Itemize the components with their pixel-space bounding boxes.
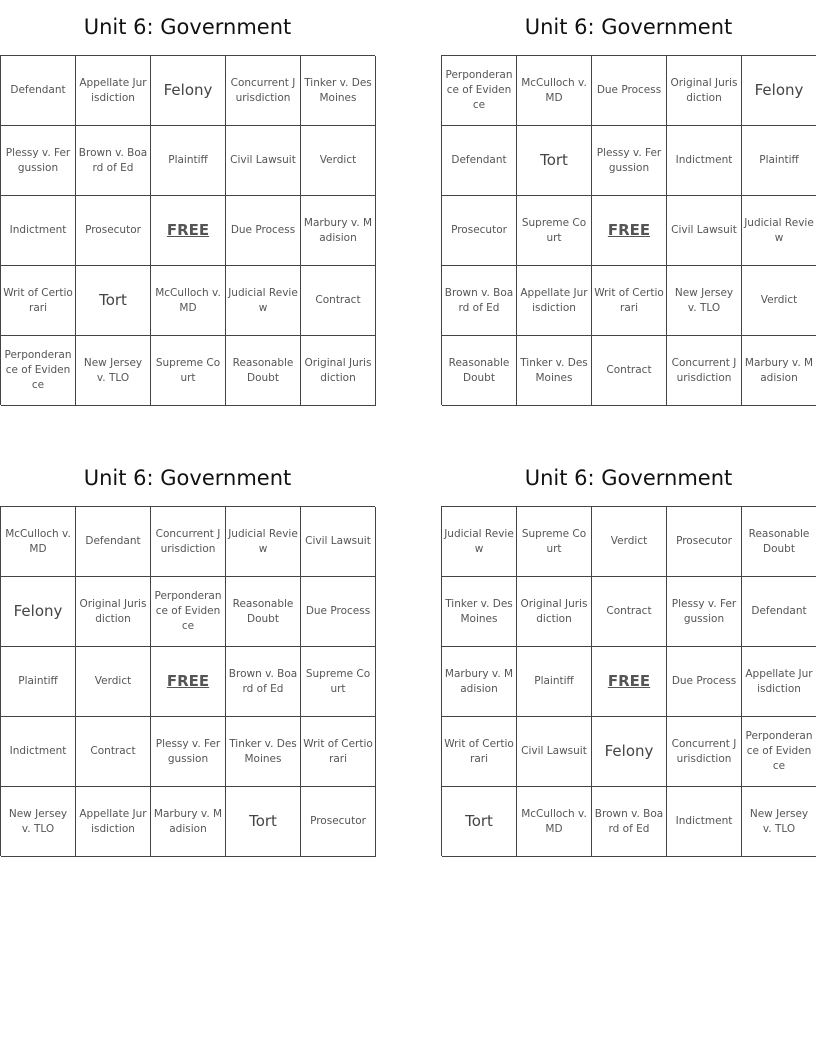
bingo-cell: Supreme Court xyxy=(517,196,592,266)
bingo-cell: Appellate Jurisdiction xyxy=(76,56,151,126)
bingo-cell: Due Process xyxy=(592,56,667,126)
bingo-cell: Contract xyxy=(301,266,376,336)
bingo-cell: Concurrent Jurisdiction xyxy=(226,56,301,126)
card-title: Unit 6: Government xyxy=(524,15,733,39)
free-space-cell: FREE xyxy=(151,196,226,266)
bingo-cell: Reasonable Doubt xyxy=(442,336,517,406)
bingo-cell: Due Process xyxy=(301,577,376,647)
bingo-cell: Felony xyxy=(742,56,816,126)
bingo-cell: Plaintiff xyxy=(742,126,816,196)
bingo-cell: New Jersey v. TLO xyxy=(667,266,742,336)
bingo-grid xyxy=(441,55,816,405)
bingo-cell: Reasonable Doubt xyxy=(226,577,301,647)
bingo-cell: Original Jurisdiction xyxy=(76,577,151,647)
bingo-cell: Felony xyxy=(592,717,667,787)
bingo-cell: Concurrent Jurisdiction xyxy=(667,717,742,787)
bingo-cell: Due Process xyxy=(226,196,301,266)
bingo-cell: Reasonable Doubt xyxy=(742,507,816,577)
bingo-cell: Tinker v. Des Moines xyxy=(517,336,592,406)
bingo-cell: Original Jurisdiction xyxy=(517,577,592,647)
bingo-cell: Plaintiff xyxy=(517,647,592,717)
bingo-cell: Indictment xyxy=(667,787,742,857)
bingo-cell: Writ of Certiorari xyxy=(442,717,517,787)
bingo-cell: Supreme Court xyxy=(517,507,592,577)
bingo-cell: Plessy v. Fergussion xyxy=(1,126,76,196)
bingo-cell: Appellate Jurisdiction xyxy=(742,647,816,717)
bingo-cell: Appellate Jurisdiction xyxy=(76,787,151,857)
bingo-cell: Plessy v. Fergussion xyxy=(667,577,742,647)
bingo-cell: Perponderance of Evidence xyxy=(151,577,226,647)
bingo-card-4 xyxy=(441,451,816,857)
bingo-cell: New Jersey v. TLO xyxy=(742,787,816,857)
bingo-cell: McCulloch v. MD xyxy=(1,507,76,577)
bingo-cell: Supreme Court xyxy=(301,647,376,717)
bingo-cell: Verdict xyxy=(742,266,816,336)
bingo-cell: Perponderance of Evidence xyxy=(442,56,517,126)
bingo-cell: Judicial Review xyxy=(742,196,816,266)
bingo-cell: Tort xyxy=(76,266,151,336)
bingo-cell: Tort xyxy=(517,126,592,196)
bingo-cell: Writ of Certiorari xyxy=(592,266,667,336)
bingo-cell: Original Jurisdiction xyxy=(667,56,742,126)
bingo-cell: Brown v. Board of Ed xyxy=(592,787,667,857)
bingo-cell: Verdict xyxy=(76,647,151,717)
bingo-grid xyxy=(441,506,816,856)
bingo-cell: Civil Lawsuit xyxy=(301,507,376,577)
bingo-cell: Brown v. Board of Ed xyxy=(226,647,301,717)
bingo-cell: Writ of Certiorari xyxy=(1,266,76,336)
bingo-cell: McCulloch v. MD xyxy=(517,787,592,857)
bingo-cell: McCulloch v. MD xyxy=(517,56,592,126)
bingo-cell: Original Jurisdiction xyxy=(301,336,376,406)
bingo-cell: Civil Lawsuit xyxy=(226,126,301,196)
bingo-cell: Indictment xyxy=(667,126,742,196)
bingo-cell: Marbury v. Madision xyxy=(742,336,816,406)
bingo-cell: Judicial Review xyxy=(442,507,517,577)
bingo-card-1 xyxy=(0,0,375,406)
bingo-cell: Marbury v. Madision xyxy=(151,787,226,857)
bingo-card-2 xyxy=(441,0,816,406)
bingo-card-3 xyxy=(0,451,375,857)
bingo-cell: Verdict xyxy=(592,507,667,577)
free-space-cell: FREE xyxy=(151,647,226,717)
bingo-cell: Civil Lawsuit xyxy=(667,196,742,266)
bingo-cell: Prosecutor xyxy=(301,787,376,857)
bingo-cell: Prosecutor xyxy=(667,507,742,577)
bingo-cell: Brown v. Board of Ed xyxy=(442,266,517,336)
bingo-cell: New Jersey v. TLO xyxy=(76,336,151,406)
bingo-cell: Judicial Review xyxy=(226,266,301,336)
bingo-cell: Perponderance of Evidence xyxy=(1,336,76,406)
bingo-cell: Plaintiff xyxy=(151,126,226,196)
bingo-cell: Felony xyxy=(1,577,76,647)
card-title: Unit 6: Government xyxy=(83,15,292,39)
bingo-cell: Contract xyxy=(592,336,667,406)
bingo-cell: Plaintiff xyxy=(1,647,76,717)
free-space-cell: FREE xyxy=(592,647,667,717)
bingo-cell: Contract xyxy=(592,577,667,647)
bingo-cell: Civil Lawsuit xyxy=(517,717,592,787)
bingo-cell: Prosecutor xyxy=(442,196,517,266)
bingo-cell: McCulloch v. MD xyxy=(151,266,226,336)
bingo-cell: Marbury v. Madision xyxy=(442,647,517,717)
bingo-cell: Verdict xyxy=(301,126,376,196)
bingo-cell: Tort xyxy=(442,787,517,857)
bingo-cell: Plessy v. Fergussion xyxy=(151,717,226,787)
bingo-cell: Reasonable Doubt xyxy=(226,336,301,406)
bingo-cell: Tinker v. Des Moines xyxy=(301,56,376,126)
bingo-cell: Defendant xyxy=(76,507,151,577)
bingo-cell: Supreme Court xyxy=(151,336,226,406)
bingo-cell: Judicial Review xyxy=(226,507,301,577)
bingo-cell: Writ of Certiorari xyxy=(301,717,376,787)
bingo-cell: Prosecutor xyxy=(76,196,151,266)
bingo-cell: Indictment xyxy=(1,196,76,266)
bingo-cell: New Jersey v. TLO xyxy=(1,787,76,857)
card-title: Unit 6: Government xyxy=(83,466,292,490)
bingo-cell: Plessy v. Fergussion xyxy=(592,126,667,196)
free-space-cell: FREE xyxy=(592,196,667,266)
bingo-cell: Concurrent Jurisdiction xyxy=(151,507,226,577)
bingo-cell: Contract xyxy=(76,717,151,787)
bingo-cell: Brown v. Board of Ed xyxy=(76,126,151,196)
bingo-grid xyxy=(0,506,375,856)
bingo-cell: Tinker v. Des Moines xyxy=(442,577,517,647)
bingo-grid xyxy=(0,55,375,405)
bingo-cell: Defendant xyxy=(1,56,76,126)
bingo-cell: Indictment xyxy=(1,717,76,787)
bingo-cell: Tinker v. Des Moines xyxy=(226,717,301,787)
bingo-cell: Perponderance of Evidence xyxy=(742,717,816,787)
bingo-cell: Felony xyxy=(151,56,226,126)
bingo-cell: Defendant xyxy=(742,577,816,647)
bingo-cell: Marbury v. Madision xyxy=(301,196,376,266)
bingo-cell: Tort xyxy=(226,787,301,857)
card-title: Unit 6: Government xyxy=(524,466,733,490)
bingo-cell: Appellate Jurisdiction xyxy=(517,266,592,336)
bingo-cell: Concurrent Jurisdiction xyxy=(667,336,742,406)
bingo-cell: Defendant xyxy=(442,126,517,196)
bingo-cell: Due Process xyxy=(667,647,742,717)
